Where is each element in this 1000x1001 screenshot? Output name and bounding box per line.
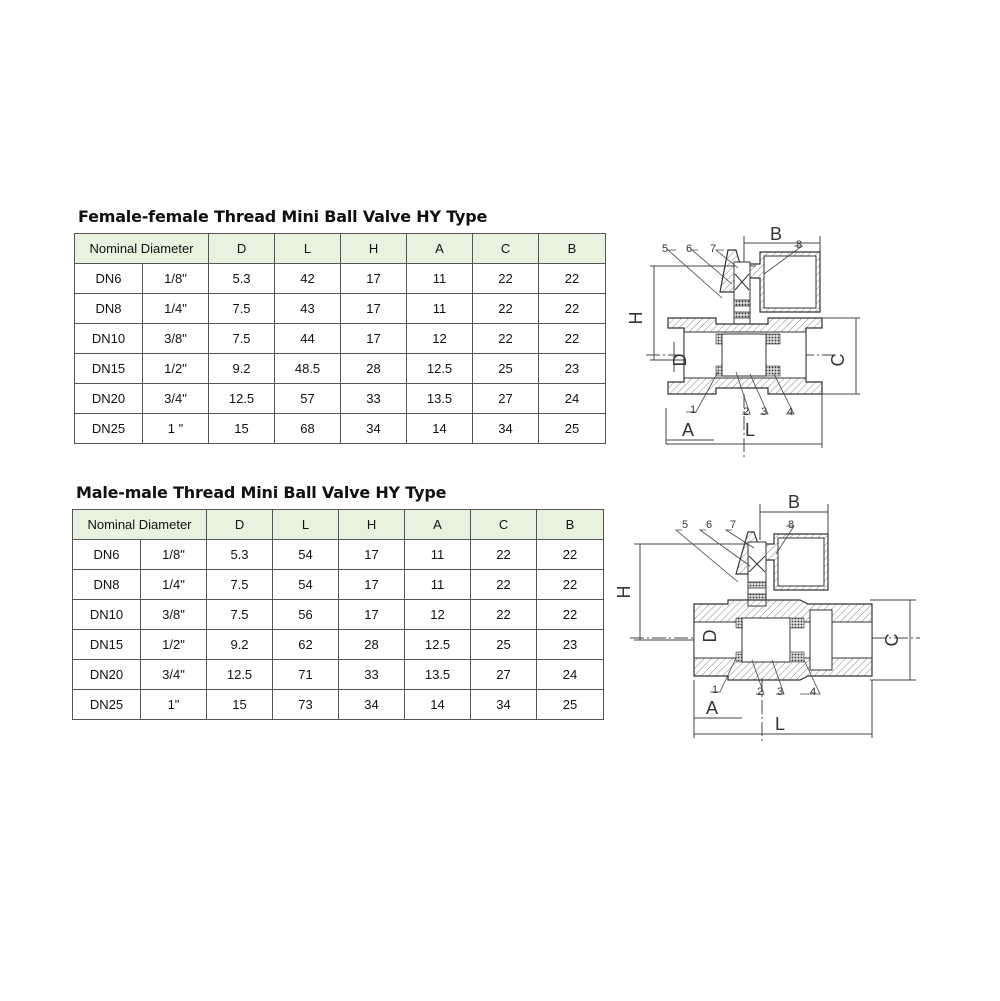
cell-c: 27 (473, 384, 539, 414)
cell-c: 22 (471, 600, 537, 630)
cell-dn: DN15 (73, 630, 141, 660)
cell-d: 7.5 (207, 600, 273, 630)
cell-h: 17 (341, 294, 407, 324)
cell-b: 22 (539, 294, 606, 324)
cell-a: 14 (405, 690, 471, 720)
cell-c: 25 (471, 630, 537, 660)
cell-c: 34 (473, 414, 539, 444)
cell-b: 22 (539, 264, 606, 294)
table-row (73, 660, 604, 690)
dim-label-c: C (828, 353, 848, 367)
cell-a: 13.5 (407, 384, 473, 414)
cell-b: 23 (539, 354, 606, 384)
part-number-2: 2 (757, 686, 764, 698)
cell-l: 54 (273, 570, 339, 600)
table-header-row (75, 234, 606, 264)
female-female-valve-drawing (626, 222, 866, 457)
male-male-valve-drawing (614, 488, 920, 748)
cell-size: 3/8" (143, 324, 209, 354)
cell-dn: DN8 (75, 294, 143, 324)
cell-a: 11 (405, 540, 471, 570)
cell-c: 34 (471, 690, 537, 720)
cell-h: 34 (341, 414, 407, 444)
col-header-c: C (473, 234, 539, 264)
male-male-spec-table (72, 509, 604, 720)
table-row (73, 540, 604, 570)
cell-h: 17 (339, 600, 405, 630)
cell-c: 22 (473, 324, 539, 354)
cell-l: 68 (275, 414, 341, 444)
dim-label-d: D (700, 629, 720, 643)
cell-l: 57 (275, 384, 341, 414)
part-number-5: 5 (682, 519, 689, 531)
cell-l: 54 (273, 540, 339, 570)
cell-dn: DN20 (73, 660, 141, 690)
part-number-5: 5 (662, 243, 669, 255)
col-header-l: L (273, 510, 339, 540)
dim-label-a: A (705, 698, 719, 718)
col-header-nominal-diameter: Nominal Diameter (75, 234, 209, 264)
col-header-c: C (471, 510, 537, 540)
dim-label-b: B (769, 224, 783, 244)
cell-d: 5.3 (207, 540, 273, 570)
col-header-a: A (405, 510, 471, 540)
cell-c: 22 (473, 294, 539, 324)
col-header-d: D (209, 234, 275, 264)
cell-a: 12.5 (405, 630, 471, 660)
col-header-l: L (275, 234, 341, 264)
cell-a: 13.5 (405, 660, 471, 690)
cell-dn: DN10 (75, 324, 143, 354)
table-row (75, 384, 606, 414)
table-header-row (73, 510, 604, 540)
cell-size: 3/4" (141, 660, 207, 690)
cell-h: 33 (339, 660, 405, 690)
table-row (75, 414, 606, 444)
table-row (75, 324, 606, 354)
cell-size: 3/8" (141, 600, 207, 630)
part-number-6: 6 (686, 243, 693, 255)
table-row (75, 264, 606, 294)
cell-size: 1/8" (141, 540, 207, 570)
cell-dn: DN8 (73, 570, 141, 600)
part-number-3: 3 (761, 406, 768, 418)
cell-size: 1/4" (143, 294, 209, 324)
col-header-nominal-diameter: Nominal Diameter (73, 510, 207, 540)
cell-l: 56 (273, 600, 339, 630)
cell-d: 9.2 (209, 354, 275, 384)
cell-l: 44 (275, 324, 341, 354)
part-number-8: 8 (788, 519, 795, 531)
cell-size: 3/4" (143, 384, 209, 414)
cell-size: 1/2" (141, 630, 207, 660)
cell-l: 62 (273, 630, 339, 660)
cell-b: 23 (537, 630, 604, 660)
cell-d: 12.5 (207, 660, 273, 690)
table-row (73, 690, 604, 720)
cell-b: 25 (537, 690, 604, 720)
cell-d: 5.3 (209, 264, 275, 294)
table-row (73, 630, 604, 660)
cell-a: 12.5 (407, 354, 473, 384)
cell-l: 42 (275, 264, 341, 294)
cell-c: 27 (471, 660, 537, 690)
cell-h: 17 (341, 264, 407, 294)
cell-d: 15 (207, 690, 273, 720)
cell-a: 12 (407, 324, 473, 354)
cell-dn: DN6 (73, 540, 141, 570)
cell-dn: DN10 (73, 600, 141, 630)
cell-b: 22 (537, 600, 604, 630)
dim-label-l: L (744, 420, 756, 440)
part-number-1: 1 (712, 684, 719, 696)
cell-h: 17 (341, 324, 407, 354)
part-number-4: 4 (787, 406, 794, 418)
part-number-6: 6 (706, 519, 713, 531)
cell-a: 11 (407, 294, 473, 324)
cell-size: 1/8" (143, 264, 209, 294)
cell-a: 12 (405, 600, 471, 630)
cell-c: 22 (471, 540, 537, 570)
cell-d: 9.2 (207, 630, 273, 660)
dim-label-h: H (614, 585, 634, 599)
cell-d: 7.5 (209, 324, 275, 354)
table-row (75, 354, 606, 384)
table-row (73, 600, 604, 630)
dim-label-a: A (681, 420, 695, 440)
cell-dn: DN25 (75, 414, 143, 444)
cell-l: 43 (275, 294, 341, 324)
cell-b: 24 (539, 384, 606, 414)
cell-d: 12.5 (209, 384, 275, 414)
cell-dn: DN25 (73, 690, 141, 720)
dim-label-l: L (774, 714, 786, 734)
cell-b: 22 (537, 540, 604, 570)
part-number-1: 1 (690, 404, 697, 416)
cell-dn: DN20 (75, 384, 143, 414)
table-row (73, 570, 604, 600)
female-female-spec-table (74, 233, 606, 444)
cell-d: 7.5 (207, 570, 273, 600)
part-number-7: 7 (730, 519, 737, 531)
part-number-7: 7 (710, 243, 717, 255)
female-female-title: Female-female Thread Mini Ball Valve HY Type (78, 207, 488, 226)
cell-d: 15 (209, 414, 275, 444)
col-header-h: H (341, 234, 407, 264)
cell-b: 22 (539, 324, 606, 354)
cell-c: 25 (473, 354, 539, 384)
part-number-8: 8 (796, 239, 803, 251)
cell-l: 71 (273, 660, 339, 690)
cell-b: 25 (539, 414, 606, 444)
col-header-b: B (537, 510, 604, 540)
dim-label-b: B (787, 492, 801, 512)
cell-c: 22 (471, 570, 537, 600)
male-male-title: Male-male Thread Mini Ball Valve HY Type (76, 483, 447, 502)
cell-a: 11 (405, 570, 471, 600)
cell-b: 24 (537, 660, 604, 690)
cell-h: 17 (339, 570, 405, 600)
col-header-a: A (407, 234, 473, 264)
cell-h: 34 (339, 690, 405, 720)
table-row (75, 294, 606, 324)
cell-size: 1 " (143, 414, 209, 444)
cell-h: 17 (339, 540, 405, 570)
cell-size: 1/2" (143, 354, 209, 384)
cell-dn: DN15 (75, 354, 143, 384)
col-header-h: H (339, 510, 405, 540)
cell-c: 22 (473, 264, 539, 294)
col-header-b: B (539, 234, 606, 264)
cell-size: 1" (141, 690, 207, 720)
cell-dn: DN6 (75, 264, 143, 294)
cell-h: 28 (341, 354, 407, 384)
part-number-2: 2 (743, 406, 750, 418)
cell-b: 22 (537, 570, 604, 600)
dim-label-h: H (626, 311, 646, 325)
part-number-4: 4 (810, 686, 817, 698)
cell-a: 14 (407, 414, 473, 444)
cell-a: 11 (407, 264, 473, 294)
cell-h: 28 (339, 630, 405, 660)
cell-d: 7.5 (209, 294, 275, 324)
dim-label-c: C (882, 633, 902, 647)
dim-label-d: D (670, 353, 690, 367)
cell-l: 48.5 (275, 354, 341, 384)
cell-h: 33 (341, 384, 407, 414)
part-number-3: 3 (777, 686, 784, 698)
cell-size: 1/4" (141, 570, 207, 600)
cell-l: 73 (273, 690, 339, 720)
col-header-d: D (207, 510, 273, 540)
